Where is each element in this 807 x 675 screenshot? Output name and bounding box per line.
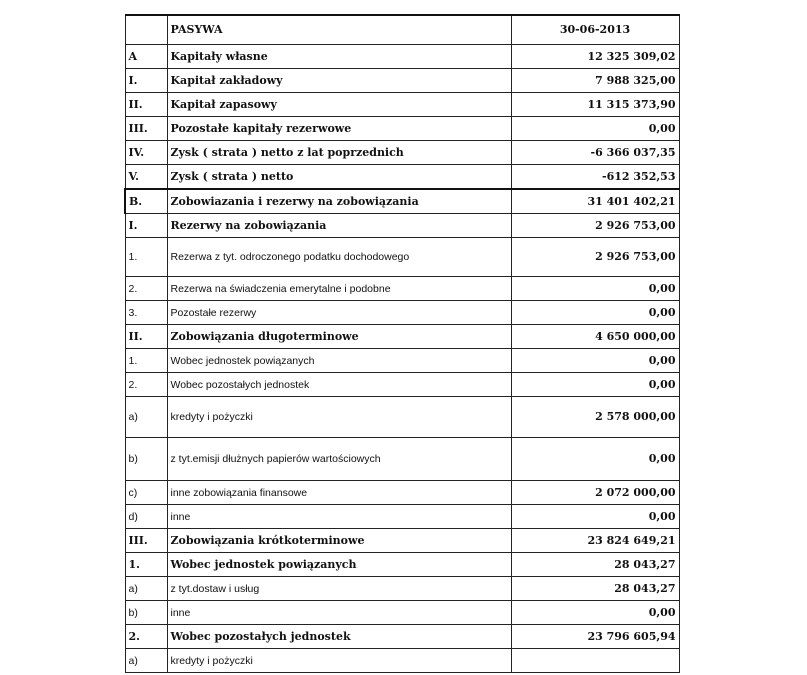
- row-label: Pozostałe rezerwy: [167, 301, 511, 325]
- row-number: 2.: [125, 373, 167, 397]
- row-label: Wobec jednostek powiązanych: [167, 553, 511, 577]
- row-number: c): [125, 481, 167, 505]
- row-label: Zysk ( strata ) netto: [167, 165, 511, 190]
- row-value: 0,00: [511, 438, 679, 481]
- table-row: [125, 625, 679, 649]
- row-value: 4 650 000,00: [511, 325, 679, 349]
- row-number: I.: [125, 214, 167, 238]
- row-value: 28 043,27: [511, 553, 679, 577]
- row-number: 1.: [125, 238, 167, 277]
- table-row: [125, 277, 679, 301]
- row-label: Wobec pozostałych jednostek: [167, 625, 511, 649]
- row-value: 2 926 753,00: [511, 214, 679, 238]
- row-value: 23 824 649,21: [511, 529, 679, 553]
- row-number: B.: [125, 189, 167, 214]
- row-label: kredyty i pożyczki: [167, 649, 511, 673]
- row-number: A: [125, 45, 167, 69]
- table-row: [125, 165, 679, 190]
- row-label: Rezerwy na zobowiązania: [167, 214, 511, 238]
- row-value: 2 578 000,00: [511, 397, 679, 438]
- row-value: [511, 649, 679, 673]
- row-number: b): [125, 438, 167, 481]
- row-value: 12 325 309,02: [511, 45, 679, 69]
- table-row: [125, 438, 679, 481]
- table-row: [125, 397, 679, 438]
- row-value: 0,00: [511, 117, 679, 141]
- row-number: a): [125, 649, 167, 673]
- row-number: b): [125, 601, 167, 625]
- balance-sheet-page: [124, 14, 680, 675]
- liabilities-table-body: [125, 15, 679, 673]
- row-number: IV.: [125, 141, 167, 165]
- row-label: Kapitał zakładowy: [167, 69, 511, 93]
- table-row: [125, 505, 679, 529]
- header-number-cell: [125, 15, 167, 45]
- row-value: 2 926 753,00: [511, 238, 679, 277]
- table-row: [125, 45, 679, 69]
- table-row: [125, 301, 679, 325]
- liabilities-table: [124, 14, 680, 673]
- row-label: Kapitał zapasowy: [167, 93, 511, 117]
- header-label: PASYWA: [167, 15, 511, 45]
- table-row: [125, 553, 679, 577]
- row-number: II.: [125, 93, 167, 117]
- row-number: d): [125, 505, 167, 529]
- table-row: [125, 238, 679, 277]
- row-number: 2.: [125, 625, 167, 649]
- row-label: z tyt.emisji dłużnych papierów wartościowych: [167, 438, 511, 481]
- row-value: 23 796 605,94: [511, 625, 679, 649]
- row-number: III.: [125, 529, 167, 553]
- row-value: 0,00: [511, 349, 679, 373]
- table-row: [125, 69, 679, 93]
- row-number: I.: [125, 69, 167, 93]
- header-date: 30-06-2013: [511, 15, 679, 45]
- row-label: Zobowiazania i rezerwy na zobowiązania: [167, 189, 511, 214]
- table-row: [125, 93, 679, 117]
- row-number: V.: [125, 165, 167, 190]
- table-row: [125, 214, 679, 238]
- row-label: Wobec jednostek powiązanych: [167, 349, 511, 373]
- row-label: inne: [167, 601, 511, 625]
- row-value: 0,00: [511, 277, 679, 301]
- row-value: 2 072 000,00: [511, 481, 679, 505]
- table-row: [125, 189, 679, 214]
- row-label: Zysk ( strata ) netto z lat poprzednich: [167, 141, 511, 165]
- table-row: [125, 481, 679, 505]
- row-label: Rezerwa na świadczenia emerytalne i podobne: [167, 277, 511, 301]
- row-number: 3.: [125, 301, 167, 325]
- row-number: a): [125, 577, 167, 601]
- row-value: 0,00: [511, 601, 679, 625]
- table-row: [125, 141, 679, 165]
- row-value: 7 988 325,00: [511, 69, 679, 93]
- row-number: II.: [125, 325, 167, 349]
- row-label: Pozostałe kapitały rezerwowe: [167, 117, 511, 141]
- row-number: a): [125, 397, 167, 438]
- row-number: 2.: [125, 277, 167, 301]
- row-label: Kapitały własne: [167, 45, 511, 69]
- row-label: kredyty i pożyczki: [167, 397, 511, 438]
- row-label: Zobowiązania długoterminowe: [167, 325, 511, 349]
- table-row: [125, 373, 679, 397]
- row-value: 11 315 373,90: [511, 93, 679, 117]
- row-label: Wobec pozostałych jednostek: [167, 373, 511, 397]
- row-label: z tyt.dostaw i usług: [167, 577, 511, 601]
- table-row: [125, 117, 679, 141]
- row-value: -6 366 037,35: [511, 141, 679, 165]
- row-value: 28 043,27: [511, 577, 679, 601]
- row-value: 31 401 402,21: [511, 189, 679, 214]
- table-header-row: [125, 15, 679, 45]
- row-label: inne: [167, 505, 511, 529]
- row-label: Rezerwa z tyt. odroczonego podatku dochodowego: [167, 238, 511, 277]
- row-value: 0,00: [511, 301, 679, 325]
- row-label: Zobowiązania krótkoterminowe: [167, 529, 511, 553]
- row-value: 0,00: [511, 373, 679, 397]
- table-row: [125, 649, 679, 673]
- row-number: 1.: [125, 349, 167, 373]
- row-value: 0,00: [511, 505, 679, 529]
- row-number: III.: [125, 117, 167, 141]
- table-row: [125, 601, 679, 625]
- table-row: [125, 349, 679, 373]
- table-row: [125, 577, 679, 601]
- row-number: 1.: [125, 553, 167, 577]
- table-row: [125, 529, 679, 553]
- row-label: inne zobowiązania finansowe: [167, 481, 511, 505]
- table-row: [125, 325, 679, 349]
- row-value: -612 352,53: [511, 165, 679, 190]
